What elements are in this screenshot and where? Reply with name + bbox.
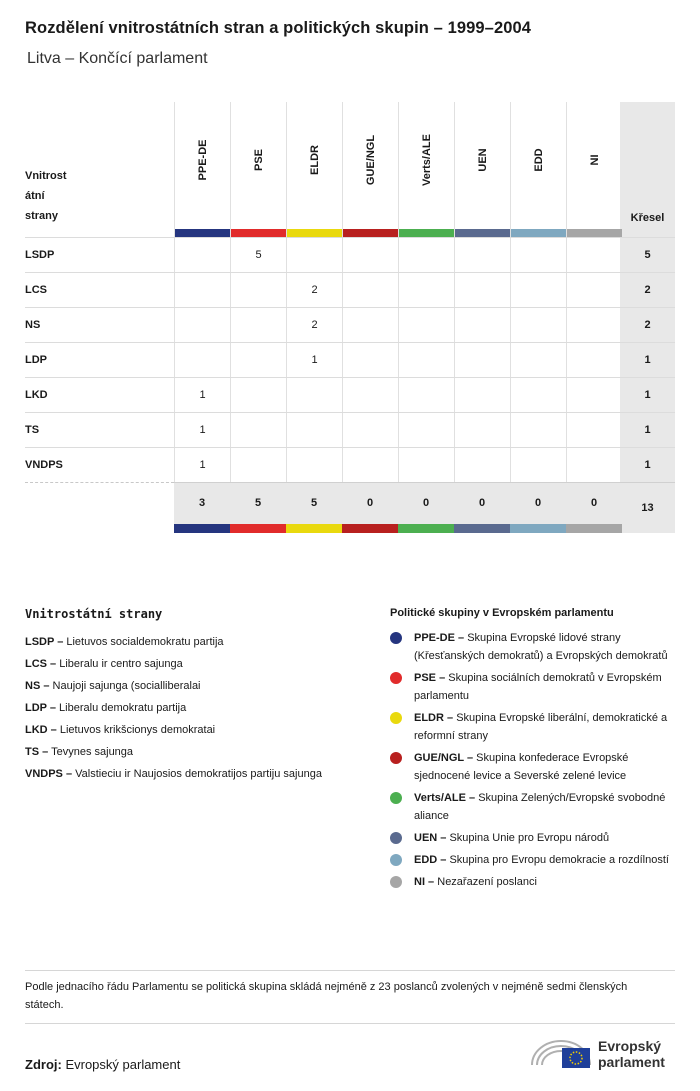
group-full-name: Skupina konfederace Evropské sjednocené levice a Severské zelené levice [414,752,629,782]
seat-cell [286,378,342,413]
parties-legend-heading: Vnitrostátní strany [25,607,163,621]
group-color-bar [286,524,342,533]
party-legend-item [25,741,375,763]
group-total: 0 [534,497,542,509]
seat-cell: 5 [230,238,286,273]
source-line [25,1057,180,1072]
party-full-name: Lietuvos krikšcionys demokratai [59,724,216,736]
group-full-name: Nezařazení poslanci [437,876,537,888]
source-value: Evropský parlament [65,1057,181,1072]
seat-cell [566,413,622,448]
seat-cell [398,308,454,343]
group-color-bar [454,524,510,533]
page-title: Rozdělení vnitrostátních stran a politických skupin – 1999–2004 [25,19,532,37]
row-total: 2 [644,319,651,331]
hemicycle-icon [528,1031,594,1071]
footnote: Podle jednacího řádu Parlamentu se politická skupina skládá nejméně z 23 poslanců zvolených v nejméně sedmi členských státech. [25,981,628,1011]
source-label: Zdroj: [25,1057,62,1072]
seat-cell [454,308,510,343]
seat-cell: 1 [286,343,342,378]
table-row [25,377,675,412]
party-name: TS [25,424,40,436]
row-total: 1 [644,389,651,401]
group-full-name: Skupina Zelených/Evropské svobodné aliance [414,792,666,822]
party-abbr: VNDPS – [25,768,73,780]
seat-cell [398,448,454,483]
group-label: NI [588,154,601,166]
group-label: PSE [252,148,265,172]
group-total: 0 [478,497,486,509]
party-abbr: LSDP – [25,636,64,648]
group-column-header [566,102,622,238]
logo-text [598,1038,665,1070]
party-name: LDP [25,354,47,366]
party-legend-item [25,697,375,719]
party-full-name: Naujoji sajunga (socialliberalai [52,680,201,692]
seat-cell: 1 [174,448,230,483]
seat-cell [566,308,622,343]
seat-cell [342,238,398,273]
group-full-name: Skupina pro Evropu demokracie a rozdílností [449,854,669,866]
groups-legend-heading: Politické skupiny v Evropském parlamentu [390,607,614,619]
party-name: LSDP [25,249,55,261]
group-label: EDD [532,148,545,172]
row-total: 1 [644,459,651,471]
seat-cell [454,378,510,413]
seat-cell [230,343,286,378]
seat-cell: 1 [174,378,230,413]
seat-cell [398,413,454,448]
group-column-header [454,102,510,238]
group-color-bar [566,524,622,533]
divider [25,970,675,971]
group-legend-item [390,829,680,847]
group-color-dot [390,752,402,764]
party-legend-item [25,653,375,675]
seat-cell [342,448,398,483]
party-legend-item [25,719,375,741]
logo-text-line: parlament [598,1054,665,1070]
group-legend-item [390,873,680,891]
seat-cell [174,343,230,378]
group-column-header [342,102,398,238]
group-legend-item [390,669,680,705]
party-full-name: Liberalu ir centro sajunga [59,658,183,670]
party-legend-item [25,631,375,653]
group-color-bar [230,524,286,533]
group-label: GUE/NGL [364,134,377,186]
group-abbr: ELDR – [414,712,454,724]
seat-cell [398,378,454,413]
table-row [25,237,675,272]
page-subtitle: Litva – Končící parlament [27,50,208,67]
group-total: 0 [366,497,374,509]
party-abbr: LCS – [25,658,57,670]
seat-cell [510,238,566,273]
seat-cell: 2 [286,273,342,308]
row-total: 1 [644,354,651,366]
seat-cell [454,413,510,448]
seat-cell [174,308,230,343]
seat-cell: 2 [286,308,342,343]
party-name: VNDPS [25,459,63,471]
seat-cell [342,343,398,378]
group-label: Verts/ALE [420,134,433,186]
group-color-bar [398,524,454,533]
group-total: 0 [422,497,430,509]
seat-cell [398,273,454,308]
group-abbr: UEN – [414,832,447,844]
totals-divider [25,482,174,483]
group-color-dot [390,876,402,888]
group-legend-item [390,749,680,785]
seat-cell [230,448,286,483]
seat-cell [286,238,342,273]
group-total: 0 [590,497,598,509]
seat-cell [398,238,454,273]
group-color-bar [174,524,230,533]
seat-cell [342,378,398,413]
seat-cell [230,308,286,343]
table-row [25,412,675,447]
seat-cell [286,413,342,448]
seat-cell [454,273,510,308]
group-color-dot [390,672,402,684]
seat-cell [230,378,286,413]
parties-legend [25,607,375,785]
seat-cell [566,378,622,413]
party-full-name: Lietuvos socialdemokratu partija [66,636,224,648]
party-full-name: Tevynes sajunga [51,746,134,758]
group-abbr: PSE – [414,672,446,684]
group-legend-item [390,709,680,745]
party-name: LKD [25,389,48,401]
group-color-dot [390,832,402,844]
grand-total: 13 [620,482,675,533]
seat-cell [566,448,622,483]
divider [25,1023,675,1024]
party-full-name: Liberalu demokratu partija [59,702,187,714]
group-label: PPE-DE [196,139,209,181]
seat-cell [286,448,342,483]
group-full-name: Skupina Evropské liberální, demokratické a reformní strany [414,712,668,742]
group-color-dot [390,712,402,724]
party-name: LCS [25,284,47,296]
seat-cell [230,273,286,308]
party-abbr: LKD – [25,724,57,736]
seat-cell [510,308,566,343]
seat-cell [454,448,510,483]
row-total: 2 [644,284,651,296]
seat-cell [510,413,566,448]
group-abbr: EDD – [414,854,447,866]
seat-cell [510,448,566,483]
seat-cell [342,273,398,308]
group-column-header [174,102,230,238]
seat-cell [174,273,230,308]
party-abbr: TS – [25,746,49,758]
table-row [25,447,675,482]
row-header-line: strany [25,210,59,222]
group-full-name: Skupina Evropské lidové strany (Křesťanských demokratů) a Evropských demokratů [414,632,668,662]
group-full-name: Skupina Unie pro Evropu národů [449,832,610,844]
group-color-bar [342,524,398,533]
group-legend-item [390,629,680,665]
seat-cell [566,273,622,308]
group-legend-item [390,789,680,825]
table-row [25,307,675,342]
group-totals-row [174,482,620,524]
group-column-header [398,102,454,238]
group-total: 5 [310,497,318,509]
logo-text-line: Evropský [598,1038,662,1054]
row-header [25,166,105,226]
party-name: NS [25,319,41,331]
group-column-header [510,102,566,238]
table-row [25,272,675,307]
seat-cell [342,308,398,343]
seat-cell [230,413,286,448]
group-full-name: Skupina sociálních demokratů v Evropském parlamentu [414,672,662,702]
group-color-bar [510,524,566,533]
group-label: ELDR [308,145,321,175]
ep-logo [528,1031,678,1075]
row-total: 1 [644,424,651,436]
group-total: 3 [198,497,206,509]
party-abbr: NS – [25,680,50,692]
seats-header: Křesel [630,212,665,224]
seat-cell [454,343,510,378]
party-legend-item [25,675,375,697]
group-column-header [230,102,286,238]
seat-cell [510,378,566,413]
table-row [25,342,675,377]
group-label: UEN [476,148,489,172]
seat-cell [342,413,398,448]
seat-cell [510,273,566,308]
group-abbr: NI – [414,876,435,888]
seat-cell [510,343,566,378]
group-total: 5 [254,497,262,509]
seat-cell: 1 [174,413,230,448]
row-header-line: Vnitrost [25,170,67,182]
group-abbr: Verts/ALE – [414,792,476,804]
party-legend-item [25,763,375,785]
party-abbr: LDP – [25,702,56,714]
seat-cell [454,238,510,273]
group-column-header [286,102,342,238]
group-legend-item [390,851,680,869]
row-header-line: átní [25,190,45,202]
group-abbr: PPE-DE – [414,632,465,644]
group-color-dot [390,792,402,804]
seat-cell [398,343,454,378]
group-color-dot [390,854,402,866]
groups-legend [390,607,680,895]
distribution-table [25,102,675,533]
row-total: 5 [644,249,651,261]
group-color-dot [390,632,402,644]
seat-cell [566,343,622,378]
seat-cell [174,238,230,273]
party-full-name: Valstieciu ir Naujosios demokratijos partiju sajunga [75,768,322,780]
group-abbr: GUE/NGL – [414,752,474,764]
seat-cell [566,238,622,273]
